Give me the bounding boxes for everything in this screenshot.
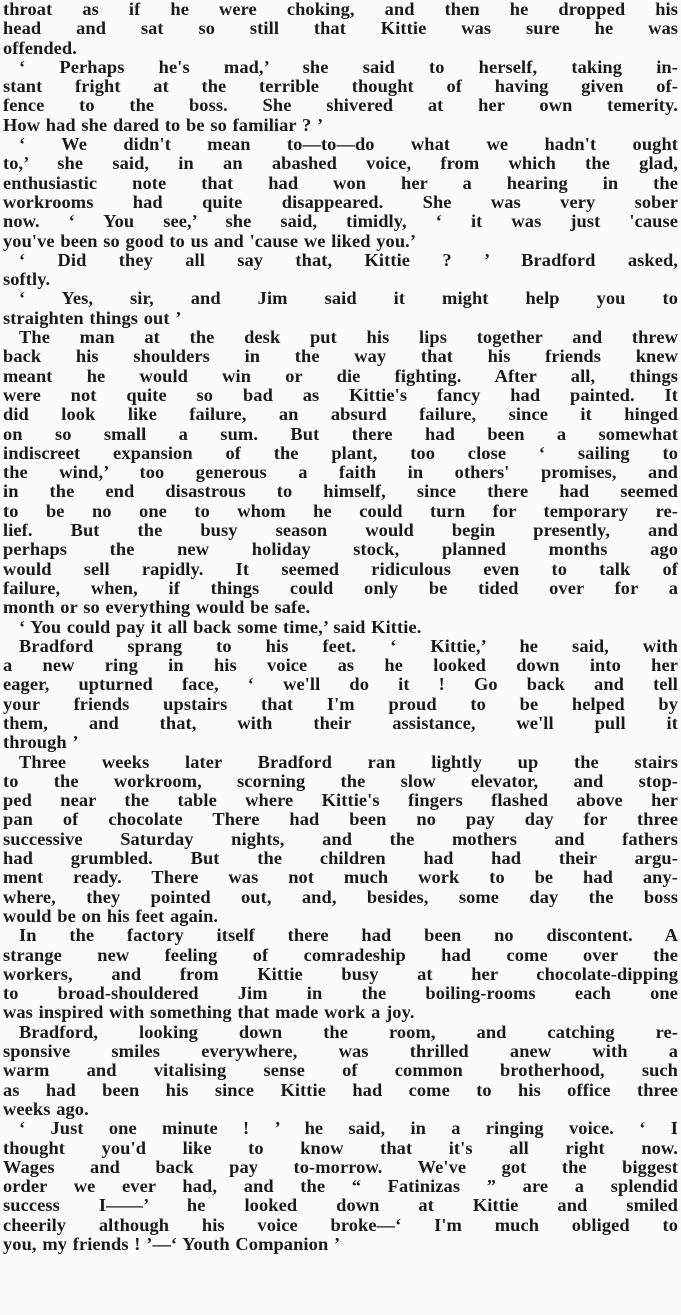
text-line: did look like failure, an absurd failure, since it hinged: [3, 405, 678, 425]
text-line: In the factory itself there had been no discontent. A: [19, 926, 678, 946]
text-line: you've been so good to us and 'cause we liked you.’: [3, 231, 417, 251]
story-paragraph: [3, 58, 678, 135]
text-line: through ’: [3, 733, 79, 753]
text-line: a new ring in his voice as he looked down into her: [3, 656, 678, 676]
text-line: ment ready. There was not much work to be had any-: [3, 868, 678, 888]
story-paragraph: [3, 926, 678, 1022]
text-line: The man at the desk put his lips together and threw: [19, 328, 678, 348]
text-line: where, they pointed out, and, besides, some day the boss: [3, 887, 678, 907]
text-line: lief. But the busy season would begin presently, and: [3, 521, 678, 541]
text-line: pan of chocolate There had been no pay day for three: [3, 810, 678, 830]
story-paragraph: [3, 289, 678, 328]
text-line: warm and vitalising sense of common brotherhood, such: [3, 1061, 678, 1081]
text-line: throat as if he were choking, and then he dropped his: [3, 0, 678, 19]
text-line: order we ever had, and the “ Fatinizas ” are a splendid: [3, 1177, 678, 1197]
text-line: had grumbled. But the children had had their argu-: [3, 849, 678, 869]
text-line: ‘ Yes, sir, and Jim said it might help you to: [19, 289, 678, 309]
text-line: you, my friends ! ’—‘ Youth Companion ’: [3, 1235, 341, 1254]
text-line: softly.: [3, 270, 51, 290]
text-line: them, and that, with their assistance, we'll pull it: [3, 713, 678, 733]
text-line: sponsive smiles everywhere, was thrilled anew with a: [3, 1042, 678, 1062]
text-line: meant he would win or die fighting. After all, things: [3, 366, 678, 386]
text-line: in the end disastrous to himself, since there had seemed: [3, 482, 678, 502]
text-line: now. ‘ You see,’ she said, timidly, ‘ it was just 'cause: [3, 212, 678, 232]
text-line: weeks ago.: [3, 1099, 89, 1119]
text-line: month or so everything would be safe.: [3, 598, 311, 618]
text-line: success I——’ he looked down at Kittie and smiled: [3, 1196, 678, 1216]
story-paragraph: [3, 618, 678, 637]
text-line: ‘ Perhaps he's mad,’ she said to herself, taking in-: [19, 57, 678, 77]
text-line: to the workroom, scorning the slow elevator, and stop-: [3, 771, 678, 791]
text-line: to be no one to whom he could turn for temporary re-: [3, 501, 678, 521]
story-paragraph: [3, 637, 678, 753]
text-line: Wages and back pay to-morrow. We've got the biggest: [3, 1157, 678, 1177]
story-paragraph: [3, 0, 678, 58]
text-line: offended.: [3, 38, 77, 58]
story-paragraph: [3, 753, 678, 927]
text-line: was inspired with something that made work a joy.: [3, 1003, 415, 1023]
story-paragraph: [3, 1119, 678, 1254]
text-line: eager, upturned face, ‘ we'll do it ! Go back and tell: [3, 675, 678, 695]
text-line: fence to the boss. She shivered at her own temerity.: [3, 96, 678, 116]
text-line: were not quite so bad as Kittie's fancy had painted. It: [3, 385, 678, 405]
story-paragraph: [3, 251, 678, 290]
text-line: stant fright at the terrible thought of having given of-: [3, 77, 678, 97]
text-line: workers, and from Kittie busy at her chocolate-dipping: [3, 964, 678, 984]
text-line: ‘ You could pay it all back some time,’ said Kittie.: [19, 617, 422, 637]
text-line: failure, when, if things could only be tided over for a: [3, 578, 678, 598]
text-line: would be on his feet again.: [3, 906, 219, 926]
story-paragraph: [3, 135, 678, 251]
text-line: ‘ Did they all say that, Kittie ? ’ Bradford asked,: [19, 250, 678, 270]
text-line: head and sat so still that Kittie was sure he was: [3, 19, 678, 39]
story-paragraph: [3, 1023, 678, 1119]
text-line: ‘ Just one minute ! ’ he said, in a ringing voice. ‘ I: [19, 1119, 678, 1139]
text-line: perhaps the new holiday stock, planned months ago: [3, 540, 678, 560]
text-line: successive Saturday nights, and the mothers and fathers: [3, 829, 678, 849]
text-line: Bradford sprang to his feet. ‘ Kittie,’ he said, with: [19, 636, 678, 656]
text-line: ‘ We didn't mean to—to—do what we hadn't ought: [19, 135, 678, 155]
text-line: your friends upstairs that I'm proud to be helped by: [3, 694, 678, 714]
text-line: Bradford, looking down the room, and catching re-: [19, 1022, 678, 1042]
text-line: indiscreet expansion of the plant, too close ‘ sailing to: [3, 443, 678, 463]
text-line: thought you'd like to know that it's all right now.: [3, 1138, 678, 1158]
text-line: back his shoulders in the way that his friends knew: [3, 347, 678, 367]
story-paragraph: [3, 328, 678, 617]
text-line: workrooms had quite disappeared. She was very sober: [3, 192, 678, 212]
text-line: on so small a sum. But there had been a somewhat: [3, 424, 678, 444]
text-line: the wind,’ too generous a faith in others' promises, and: [3, 463, 678, 483]
text-line: to,’ she said, in an abashed voice, from which the glad,: [3, 154, 678, 174]
text-line: cheerily although his voice broke—‘ I'm much obliged to: [3, 1215, 678, 1235]
text-line: straighten things out ’: [3, 308, 182, 328]
text-line: How had she dared to be so familiar ? ’: [3, 115, 324, 135]
text-line: enthusiastic note that had won her a hearing in the: [3, 173, 678, 193]
text-line: strange new feeling of comradeship had come over the: [3, 945, 678, 965]
text-line: to broad-shouldered Jim in the boiling-rooms each one: [3, 984, 678, 1004]
text-line: would sell rapidly. It seemed ridiculous even to talk of: [3, 559, 678, 579]
text-line: ped near the table where Kittie's fingers flashed above her: [3, 791, 678, 811]
text-line: Three weeks later Bradford ran lightly up the stairs: [19, 752, 678, 772]
text-line: as had been his since Kittie had come to his office three: [3, 1080, 678, 1100]
